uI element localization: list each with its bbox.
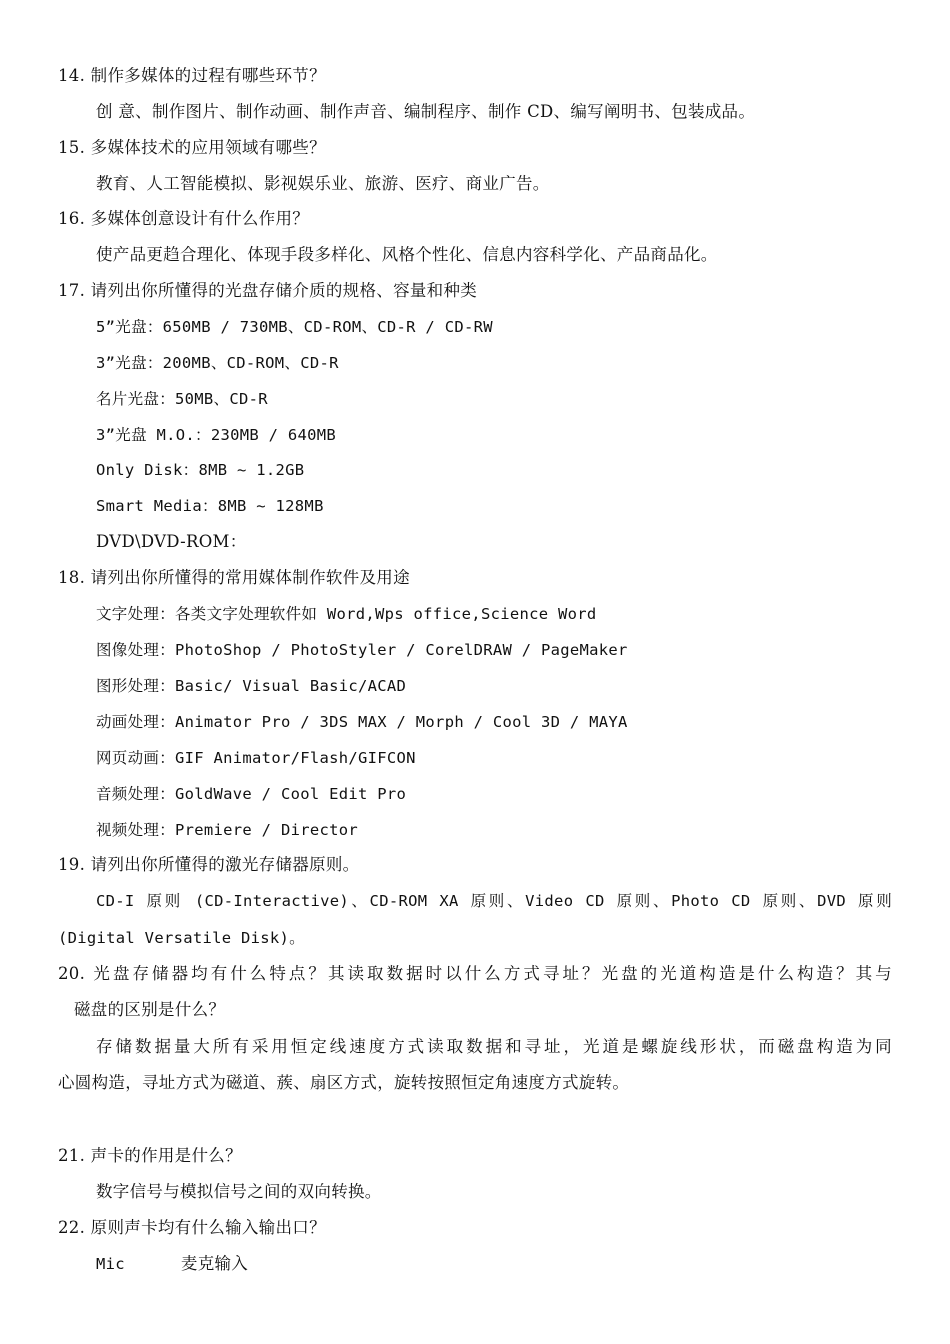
disc-spec-item: 5”光盘：650MB / 730MB、CD-ROM、CD-R / CD-RW <box>96 318 493 336</box>
question-15: 15. 多媒体技术的应用领域有哪些？ <box>58 138 326 157</box>
disc-spec-item: DVD\DVD-ROM： <box>96 532 247 551</box>
port-description: 麦克输入 <box>180 1254 249 1273</box>
software-item: 图像处理：PhotoShop / PhotoStyler / CorelDRAW / PageMaker <box>96 641 628 659</box>
disc-spec-item: Only Disk：8MB ~ 1.2GB <box>96 461 305 479</box>
software-item: 文字处理：各类文字处理软件如 Word,Wps office,Science Word <box>96 605 597 623</box>
disc-spec-item: 名片光盘：50MB、CD-R <box>96 390 268 408</box>
question-22: 22. 原则声卡均有什么输入输出口？ <box>58 1218 326 1237</box>
answer-21: 数字信号与模拟信号之间的双向转换。 <box>96 1182 382 1201</box>
answer-19-line-2: (Digital Versatile Disk)。 <box>58 929 305 947</box>
disc-spec-item: 3”光盘 M.O.：230MB / 640MB <box>96 426 337 444</box>
question-18: 18. 请列出你所懂得的常用媒体制作软件及用途 <box>58 568 410 587</box>
question-20-line-2: 磁盘的区别是什么？ <box>74 1000 226 1019</box>
software-item: 网页动画：GIF Animator/Flash/GIFCON <box>96 749 416 767</box>
question-16: 16. 多媒体创意设计有什么作用？ <box>58 209 310 228</box>
answer-19-line-1: CD-I 原则 (CD-Interactive)、CD-ROM XA 原则、Video CD 原则、Photo CD 原则、DVD 原则 <box>96 892 892 910</box>
answer-20-line-2: 心圆构造，寻址方式为磁道、蔟、扇区方式，旋转按照恒定角速度方式旋转。 <box>58 1073 630 1092</box>
port-name: Mic <box>96 1255 125 1273</box>
disc-spec-item: Smart Media：8MB ~ 128MB <box>96 497 324 515</box>
port-row <box>96 1252 892 1276</box>
software-item: 图形处理：Basic/ Visual Basic/ACAD <box>96 677 407 695</box>
software-item: 视频处理：Premiere / Director <box>96 821 359 839</box>
question-19: 19. 请列出你所懂得的激光存储器原则。 <box>58 855 360 874</box>
answer-14: 创 意、制作图片、制作动画、制作声音、编制程序、制作 CD、编写阐明书、包装成品。 <box>96 102 756 121</box>
question-20-line-1: 20. 光盘存储器均有什么特点？其读取数据时以什么方式寻址？光盘的光道构造是什么构造？其与 <box>58 964 892 983</box>
answer-20-line-1: 存储数据量大所有采用恒定线速度方式读取数据和寻址，光道是螺旋线形状，而磁盘构造为同 <box>96 1037 892 1056</box>
question-14: 14. 制作多媒体的过程有哪些环节？ <box>58 66 326 85</box>
question-17: 17. 请列出你所懂得的光盘存储介质的规格、容量和种类 <box>58 281 478 300</box>
software-item: 动画处理：Animator Pro / 3DS MAX / Morph / Cool 3D / MAYA <box>96 713 628 731</box>
answer-15: 教育、人工智能模拟、影视娱乐业、旅游、医疗、商业广告。 <box>96 174 550 193</box>
answer-16: 使产品更趋合理化、体现手段多样化、风格个性化、信息内容科学化、产品商品化。 <box>96 245 718 264</box>
question-21: 21. 声卡的作用是什么？ <box>58 1146 242 1165</box>
software-item: 音频处理：GoldWave / Cool Edit Pro <box>96 785 407 803</box>
disc-spec-item: 3”光盘：200MB、CD-ROM、CD-R <box>96 354 339 372</box>
